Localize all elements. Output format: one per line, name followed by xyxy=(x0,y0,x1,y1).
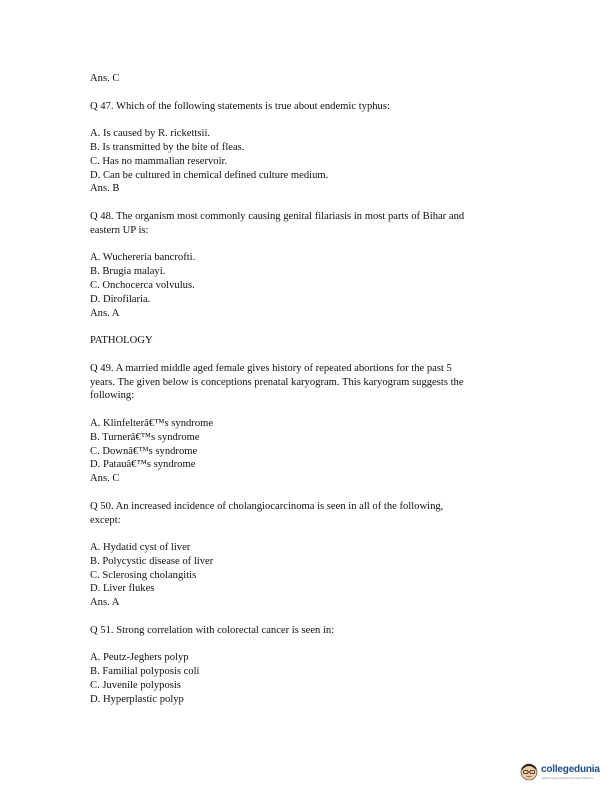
text-line: D. Dirofilaria. xyxy=(90,293,151,305)
paragraph-gap xyxy=(90,486,520,500)
text-line: A. Peutz-Jeghers polyp xyxy=(90,652,189,664)
text-line: A. Is caused by R. rickettsii. xyxy=(90,128,211,140)
paragraph-gap xyxy=(90,403,520,417)
text-line: Ans. A xyxy=(90,597,120,609)
brand-tagline: India's largest Student Review Platform xyxy=(541,775,594,780)
text-line: D. Patauâ€™s syndrome xyxy=(90,459,196,471)
text-line: A. Hydatid cyst of liver xyxy=(90,542,191,554)
text-line: D. Liver flukes xyxy=(90,583,155,595)
paragraph-gap xyxy=(90,348,520,362)
text-line: C. Sclerosing cholangitis xyxy=(90,569,197,581)
paragraph-gap xyxy=(90,238,520,252)
text-line: Ans. C xyxy=(90,73,120,84)
paragraph-gap xyxy=(90,196,520,210)
text-line: Ans. B xyxy=(90,183,120,195)
text-line: D. Hyperplastic polyp xyxy=(90,693,184,705)
text-line: years. The given below is conceptions prenatal karyogram. This karyogram suggests the xyxy=(90,376,464,388)
text-line: B. Is transmitted by the bite of fleas. xyxy=(90,141,245,153)
paragraph-gap xyxy=(90,527,520,541)
text-line: Ans. A xyxy=(90,307,120,319)
text-line: Q 51. Strong correlation with colorectal cancer is seen in: xyxy=(90,624,335,636)
text-line: C. Juvenile polyposis xyxy=(90,680,181,692)
text-line: Q 50. An increased incidence of cholangiocarcinoma is seen in all of the following, xyxy=(90,500,444,512)
text-line: B. Familial polyposis coli xyxy=(90,666,200,678)
text-line: D. Can be cultured in chemical defined culture medium. xyxy=(90,169,329,181)
document-body xyxy=(90,72,520,707)
paragraph-gap xyxy=(90,610,520,624)
text-line: Ans. C xyxy=(90,473,120,485)
mascot-icon xyxy=(520,763,538,781)
paragraph-gap xyxy=(90,320,520,334)
text-line: B. Polycystic disease of liver xyxy=(90,555,214,567)
text-line: Q 49. A married middle aged female gives history of repeated abortions for the past 5 xyxy=(90,362,452,374)
text-line: C. Downâ€™s syndrome xyxy=(90,445,198,457)
text-line: except: xyxy=(90,514,121,526)
text-line: Q 48. The organism most commonly causing genital filariasis in most parts of Bihar and xyxy=(90,210,465,222)
brand-name: collegedunia xyxy=(541,763,600,775)
collegedunia-logo[interactable] xyxy=(520,760,608,784)
paragraph-gap xyxy=(90,86,520,100)
text-line: eastern UP is: xyxy=(90,224,149,236)
text-line: following: xyxy=(90,390,135,402)
text-line: C. Has no mammalian reservoir. xyxy=(90,155,228,167)
text-line: PATHOLOGY xyxy=(90,335,153,347)
text-line: A. Klinfelterâ€™s syndrome xyxy=(90,417,214,429)
text-line: B. Turnerâ€™s syndrome xyxy=(90,431,200,443)
text-line: Q 47. Which of the following statements is true about endemic typhus: xyxy=(90,100,390,112)
paragraph-gap xyxy=(90,113,520,127)
paragraph-gap xyxy=(90,638,520,652)
text-line: C. Onchocerca volvulus. xyxy=(90,279,195,291)
text-line: B. Brugia malayi. xyxy=(90,266,166,278)
text-line: A. Wuchereria bancrofti. xyxy=(90,252,196,264)
